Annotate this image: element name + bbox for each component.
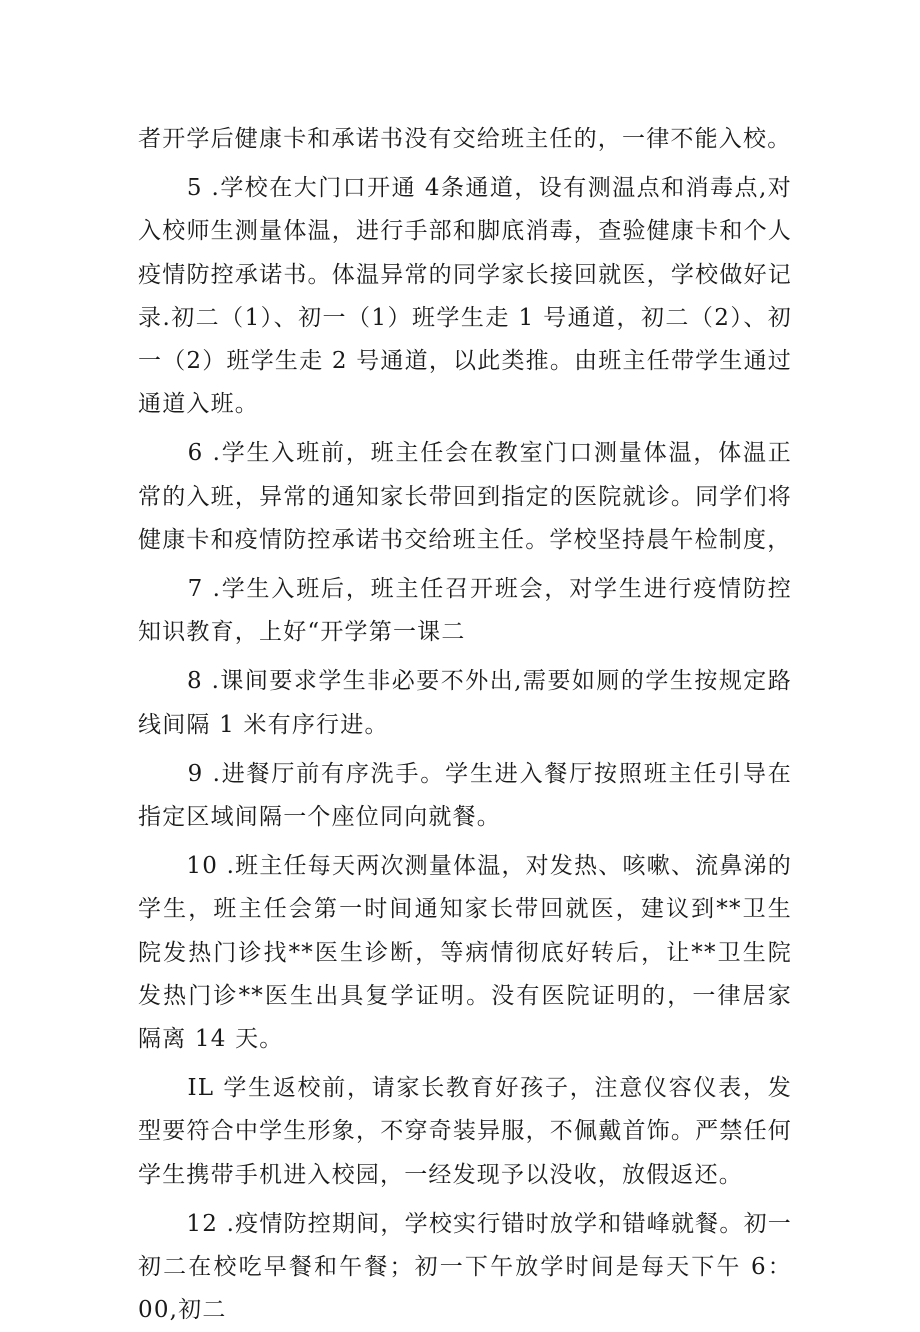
paragraph-item-6: 6 .学生入班前，班主任会在教室门口测量体温，体温正常的入班，异常的通知家长带回到指定的医院就诊。同学们将健康卡和疫情防控承诺书交给班主任。学校坚持晨午检制度， (138, 440, 792, 553)
paragraph-item-7: 7 .学生入班后，班主任召开班会，对学生进行疫情防控知识教育，上好“开学第一课二 (138, 576, 792, 646)
paragraph-item-12: 12 .疫情防控期间，学校实行错时放学和错峰就餐。初一初二在校吃早餐和午餐；初一下午放学时间是每天下午 6：00,初二 (138, 1210, 792, 1324)
paragraph-item-8: 8 .课间要求学生非必要不外出,需要如厕的学生按规定路线间隔 1 米有序行进。 (138, 668, 792, 738)
paragraph-item-10: 10 .班主任每天两次测量体温，对发热、咳嗽、流鼻涕的学生，班主任会第一时间通知家长带回就医，建议到**卫生院发热门诊找**医生诊断，等病情彻底好转后，让**卫生院发热门诊**医生出具复学证明。没有医院证明的，一律居家隔离 14 天。 (138, 853, 792, 1053)
paragraph-item-11: IL 学生返校前，请家长教育好孩子，注意仪容仪表，发型要符合中学生形象，不穿奇装异服，不佩戴首饰。严禁任何学生携带手机进入校园，一经发现予以没收，放假返还。 (138, 1075, 792, 1188)
paragraph-item-9: 9 .进餐厅前有序洗手。学生进入餐厅按照班主任引导在指定区域间隔一个座位同向就餐。 (138, 760, 792, 831)
document-body (138, 118, 792, 1332)
paragraph-continuation: 者开学后健康卡和承诺书没有交给班主任的，一律不能入校。 (138, 126, 792, 152)
paragraph-item-5: 5 .学校在大门口开通 4条通道，设有测温点和消毒点,对入校师生测量体温，进行手部和脚底消毒，查验健康卡和个人疫情防控承诺书。体温异常的同学家长接回就医，学校做好记录.初二（1）、初一（1）班学生走 1 号通道，初二（2）、初一（2）班学生走 2 号通道，以此类推。由班主任带学生通过通道入班。 (138, 175, 792, 418)
